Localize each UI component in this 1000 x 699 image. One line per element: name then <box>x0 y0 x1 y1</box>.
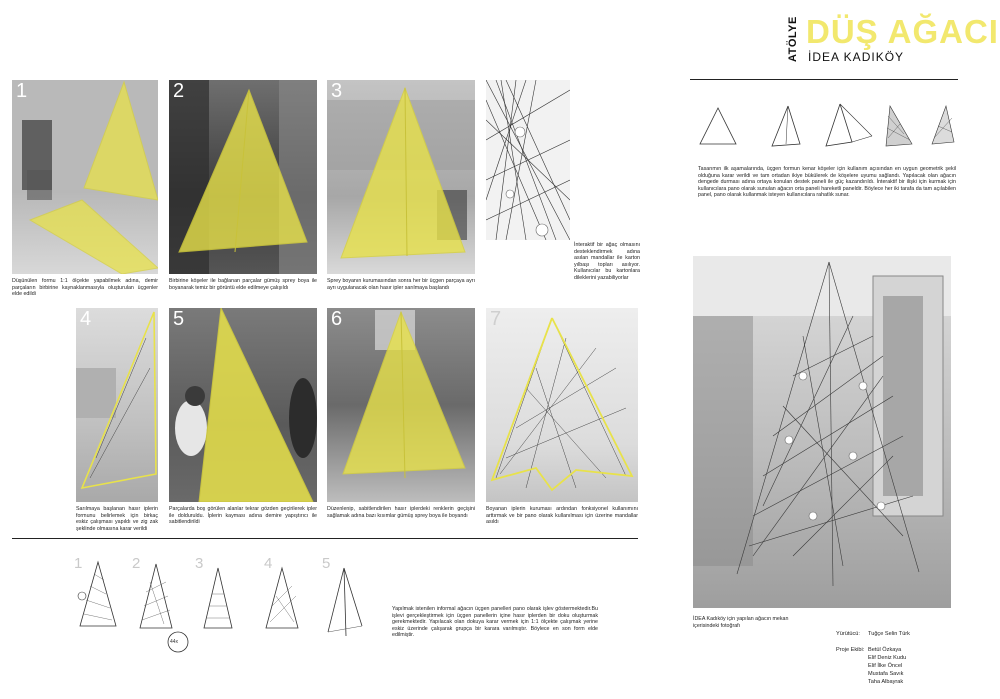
final-tree <box>693 256 951 608</box>
step-caption-6: Düzenlenip, sabitlendirilen hasır iplerdeki renklerin geçişini sağlamak adına bazı kısımlar gümüş sprey boya ile boyandı <box>327 506 475 519</box>
step-photo-6 <box>327 308 475 502</box>
executive-label: Yürütücü: <box>836 631 860 637</box>
step-photo-4 <box>76 308 158 502</box>
team-member: Elif Deniz Kudu <box>868 655 907 661</box>
final-photo-caption: İDEA Kadıköy için yapılan ağacın mekan içerisindeki fotoğrafı <box>693 616 789 629</box>
step-number: 3 <box>331 80 343 102</box>
step-number: 5 <box>173 308 185 330</box>
design-description: Tasarımın ilk aşamalarında, üçgen formun kenar köşeler için kullanım açısından en uygun geometrik şekil olduğuna karar verildi ve tam ortadan ikiye bükülerek de köşelere uyumu sağlandı. Yapılacak olan ağacın dengede durması adına ortaya konulan destek paneli ile güç kazandırıldı. İnteraktif bir ilişki için kurmak için kullanıcılara pano olarak sunulan ağacın orta paneli hareketli paneldir. Böylece her iki tarafa da tam açılabilen panel, pano olarak kullanmak isteyen kullanıcılara rahatlık sunar. <box>698 166 956 199</box>
executive-name: Tuğçe Selin Türk <box>868 631 910 637</box>
sketch-tree-2 <box>134 562 178 634</box>
step-photo-1 <box>12 80 158 274</box>
step-caption-7: Boyanan iplerin kuruması ardından fonksiyonel kullanımını arttırmak ve bir pano olarak kullanılması için üzerine mandallar asıldı <box>486 506 638 526</box>
step-caption-5: Parçalarda boş görülen alanlar tekrar gözden geçirilerek ipler ile dolduruldu. İplerin kayması adına demire yapıştırıcı ile sabitlendirildi <box>169 506 317 526</box>
step-number: 6 <box>331 308 343 330</box>
team-member: Taha Albayrak <box>868 679 904 685</box>
tree-overlay-4 <box>76 308 158 502</box>
sketch-number: 1 <box>74 555 83 572</box>
page-title: DÜŞ AĞACI <box>806 13 999 50</box>
sketch-tree-5 <box>322 566 368 638</box>
tree-overlay-1 <box>12 80 158 274</box>
step-photo-7 <box>486 308 638 502</box>
team-member: Elif İlke Öncel <box>868 663 903 669</box>
sketch-description: Yapılmak istenilen informal ağacın üçgen panelleri pano olarak işlev göstermektedir.Bu işlevi gerçekleştirmek için üçgen panellerin içine hasır iplerden bir doku oluşturmak gerekmektedir. Yapılacak olan dokuya karar vermek için 1:1 ölçekte çalışmak yerine eskiz üzerinde çalışarak grupça bir karara varılmıştır. Böylece en son form elde edilmiştir. <box>392 606 598 639</box>
tree-overlay-3 <box>327 80 475 274</box>
design-sketch-2 <box>768 104 804 150</box>
sketch-divider <box>12 538 638 539</box>
sketch-number: 5 <box>322 555 331 572</box>
team-member: Betül Özkaya <box>868 647 902 653</box>
sketch-tree-1 <box>76 560 120 632</box>
step-caption-interactive: İnteraktif bir ağaç olmasını desteklendirmek adına asılan mandallar ile karton yılbaşı topları asılıyor. Kullanıcılar bu kartonlara dileklerini yazabiliyorlar <box>574 242 640 281</box>
step-number: 7 <box>490 308 502 330</box>
design-sketch-5 <box>928 104 956 150</box>
sketch-number: 2 <box>132 555 141 572</box>
design-sketch-1 <box>696 106 740 148</box>
design-sketch-4 <box>884 104 914 150</box>
step-caption-4: Sarılmaya başlanan hasır iplerin formunu belirlemek için birkaç eskiz çalışması yapıldı ve zig zak şeklinde olmasına karar verildi <box>76 506 158 532</box>
string-tree-detail <box>486 80 570 240</box>
sketch-tree-3 <box>198 566 238 632</box>
step-number: 2 <box>173 80 185 102</box>
page-subtitle: İDEA KADIKÖY <box>808 50 905 64</box>
sketch-badge: 44x <box>170 639 179 645</box>
atolye-label: ATÖLYE <box>787 16 799 62</box>
step-photo-5 <box>169 308 317 502</box>
tree-overlay-7 <box>486 308 638 502</box>
team-label: Proje Ekibi: <box>836 647 865 653</box>
step-number: 1 <box>16 80 28 102</box>
tree-overlay-2 <box>169 80 317 274</box>
step-photo-2 <box>169 80 317 274</box>
step-number: 4 <box>80 308 92 330</box>
team-member: Mustafa Savık <box>868 671 904 677</box>
step-photo-interactive <box>486 80 570 240</box>
step-photo-3 <box>327 80 475 274</box>
tree-overlay-6 <box>327 308 475 502</box>
header-divider <box>690 79 958 80</box>
step-caption-2: Birbirine köşeler ile bağlanan parçalar gümüş sprey boya ile boyanarak temiz bir görüntü elde edilmeye çalışıldı <box>169 278 317 291</box>
tree-overlay-5 <box>169 308 317 502</box>
design-sketch-3 <box>822 102 876 152</box>
sketch-tree-4 <box>262 566 302 632</box>
step-caption-3: Sprey boyanın kurumasından sonra her bir üçgen parçaya ayrı ayrı uygulanacak olan hasır ipler sarılmaya başlandı <box>327 278 475 291</box>
sketch-number: 3 <box>195 555 204 572</box>
sketch-number: 4 <box>264 555 273 572</box>
final-photo <box>693 256 951 608</box>
step-caption-1: Düşünülen formu 1:1 ölçekte yapabilmek adına, demir parçaların birbirine kaynaklanmasıyla oluşturulan üçgenler elde edildi <box>12 278 158 298</box>
